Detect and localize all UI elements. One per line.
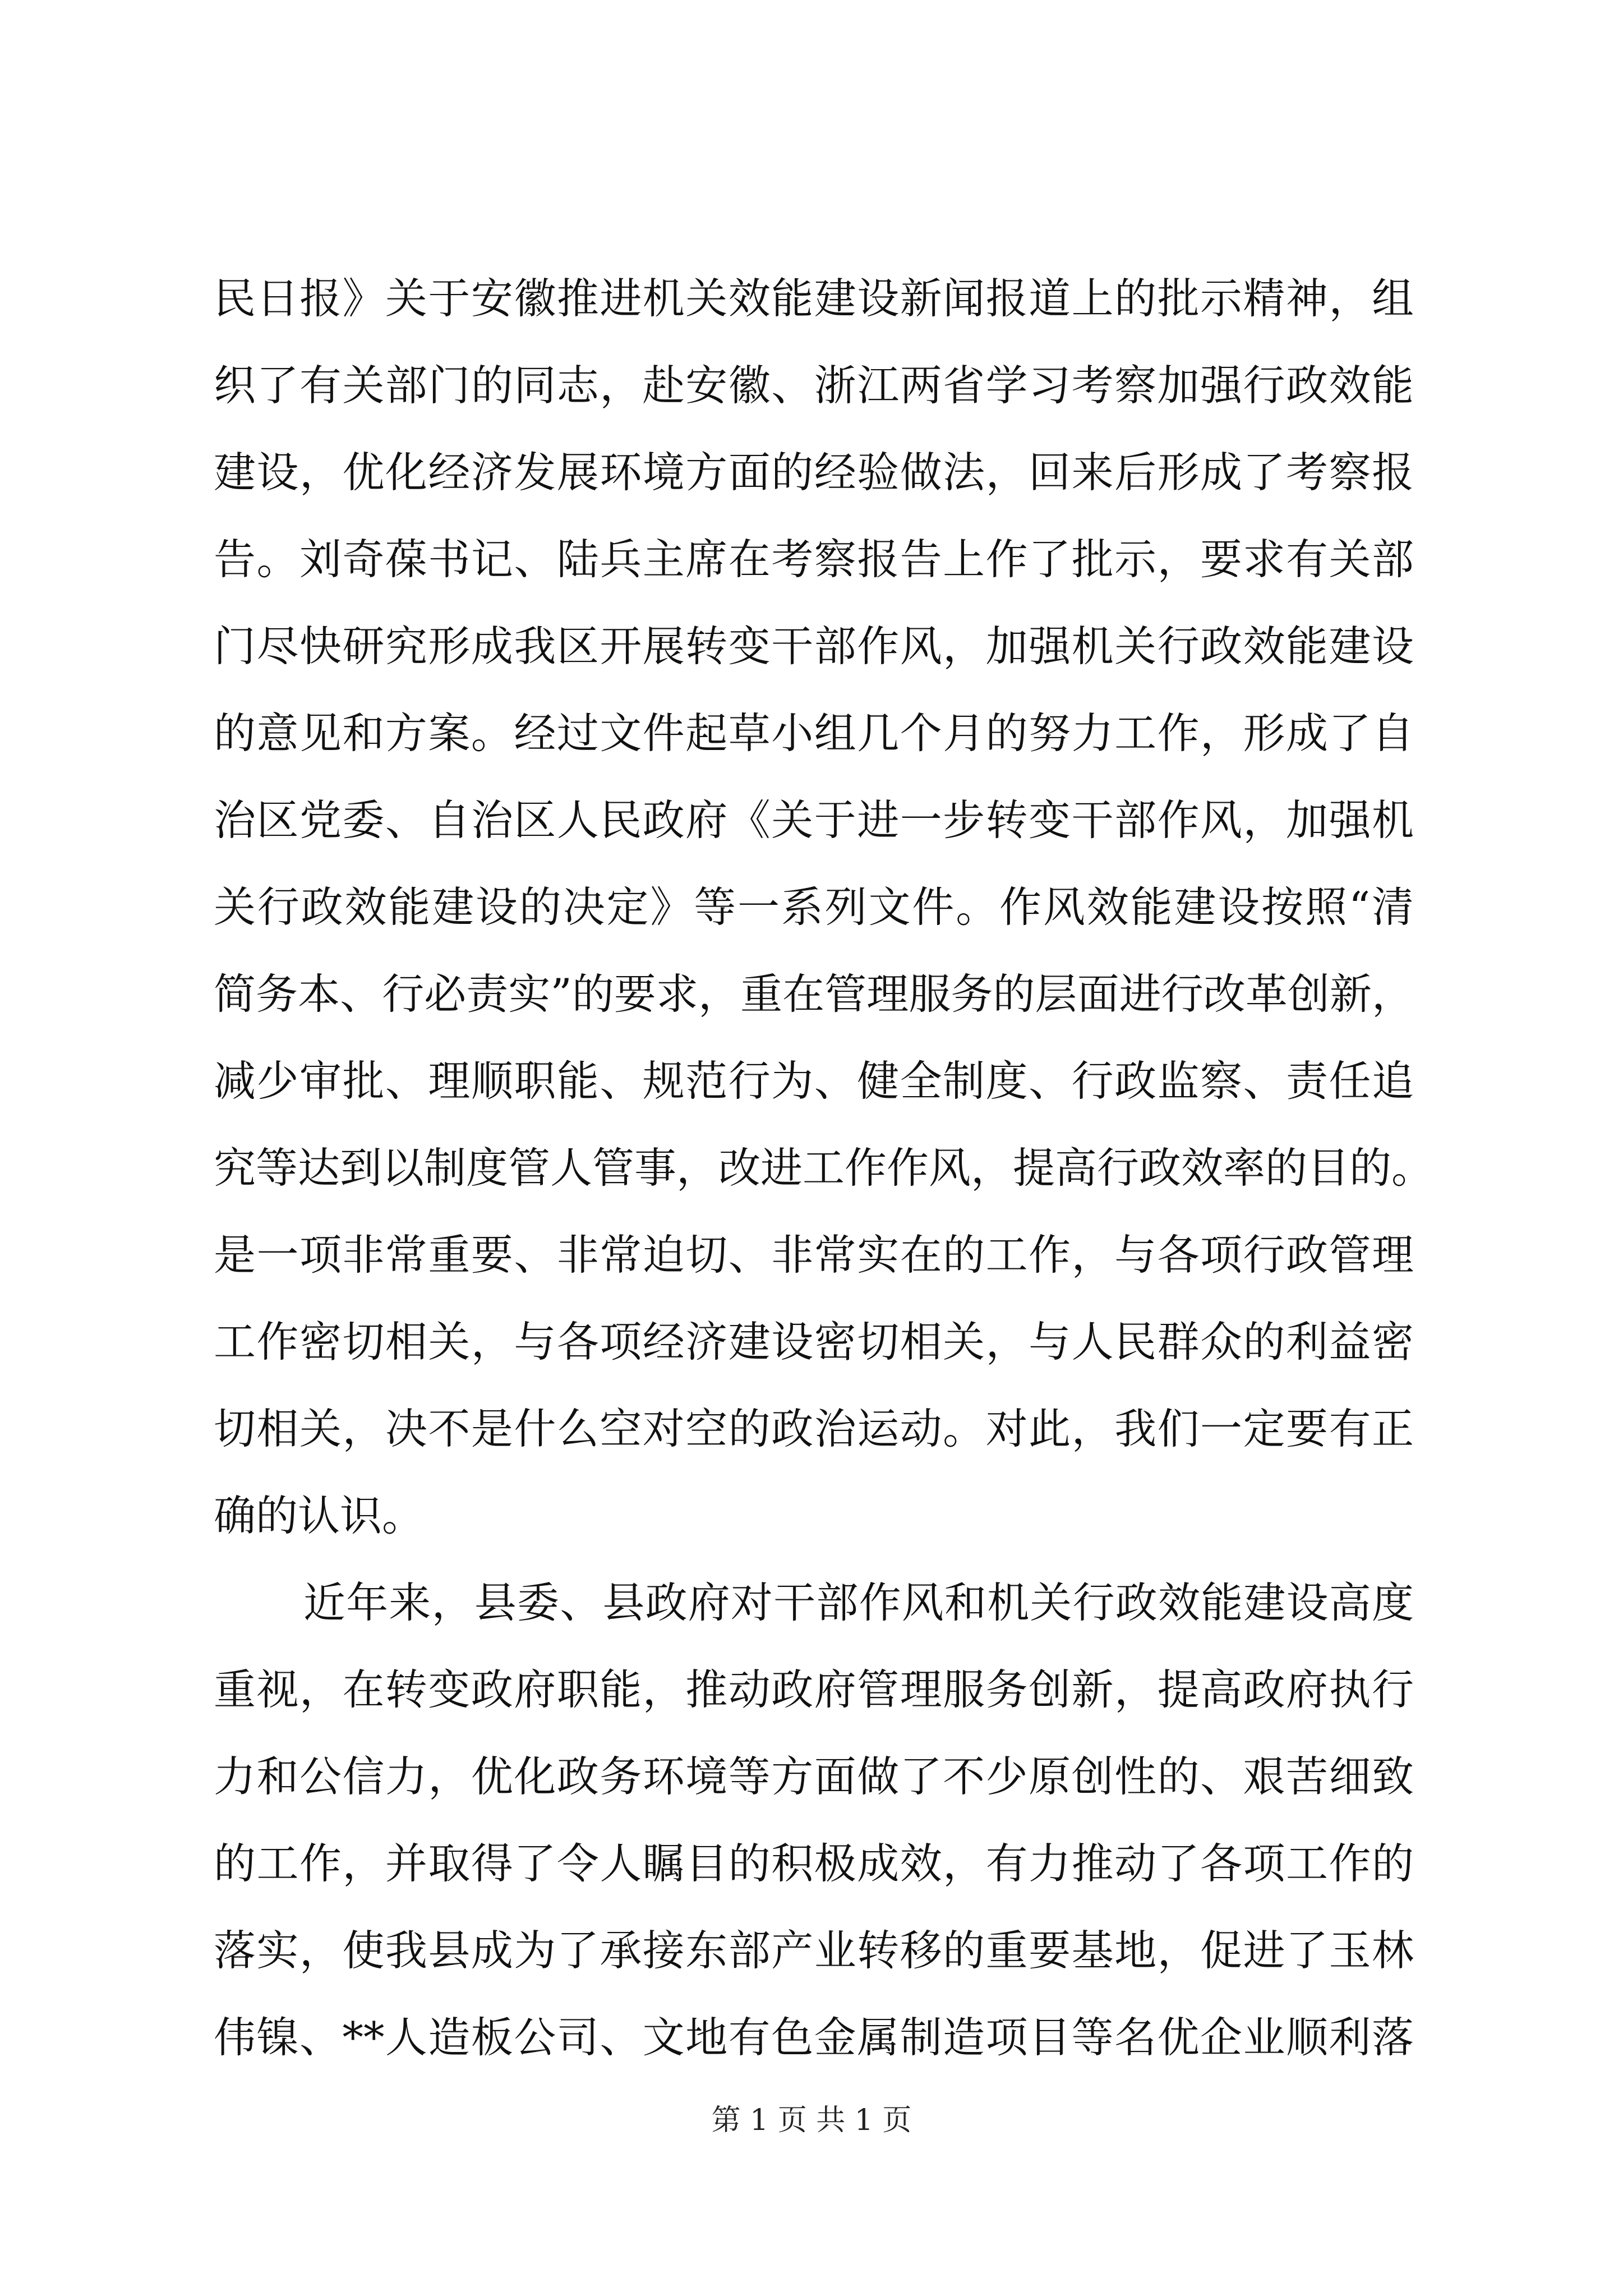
text-line: 民日报》关于安徽推进机关效能建设新闻报道上的批示精神，组 [214,274,1414,323]
text-line: 建设，优化经济发展环境方面的经验做法，回来后形成了考察报 [214,448,1414,497]
text-line: 切相关，决不是什么空对空的政治运动。对此，我们一定要有正 [214,1404,1414,1453]
text-line: 门尽快研究形成我区开展转变干部作风，加强机关行政效能建设 [214,622,1414,671]
text-line-paragraph-start: 近年来，县委、县政府对干部作风和机关行政效能建设高度 [303,1578,1414,1627]
text-line: 治区党委、自治区人民政府《关于进一步转变干部作风，加强机 [214,795,1414,845]
text-line: 织了有关部门的同志，赴安徽、浙江两省学习考察加强行政效能 [214,361,1414,410]
text-line: 关行政效能建设的决定》等一系列文件。作风效能建设按照“清 [214,882,1414,932]
text-line: 伟镍、**人造板公司、文地有色金属制造项目等名优企业顺利落 [214,2013,1414,2062]
text-line: 告。刘奇葆书记、陆兵主席在考察报告上作了批示，要求有关部 [214,535,1414,584]
text-line: 的工作，并取得了令人瞩目的积极成效，有力推动了各项工作的 [214,1839,1414,1888]
text-line: 重视，在转变政府职能，推动政府管理服务创新，提高政府执行 [214,1665,1414,1714]
text-line: 究等达到以制度管人管事，改进工作作风，提高行政效率的目的。 [214,1143,1434,1193]
text-line: 是一项非常重要、非常迫切、非常实在的工作，与各项行政管理 [214,1230,1414,1280]
text-line: 落实，使我县成为了承接东部产业转移的重要基地，促进了玉林 [214,1926,1414,1975]
text-line: 力和公信力，优化政务环境等方面做了不少原创性的、艰苦细致 [214,1752,1414,1801]
text-line: 的意见和方案。经过文件起草小组几个月的努力工作，形成了自 [214,708,1414,758]
text-line: 工作密切相关，与各项经济建设密切相关，与人民群众的利益密 [214,1317,1414,1366]
text-line: 简务本、行必责实”的要求，重在管理服务的层面进行改革创新， [214,969,1414,1019]
page-number-label: 第 1 页 共 1 页 [711,2104,912,2137]
body-text [214,255,1434,2081]
text-line: 减少审批、理顺职能、规范行为、健全制度、行政监察、责任追 [214,1056,1414,1106]
text-line-paragraph-end: 确的认识。 [214,1491,425,1540]
page-footer [0,2098,1623,2143]
